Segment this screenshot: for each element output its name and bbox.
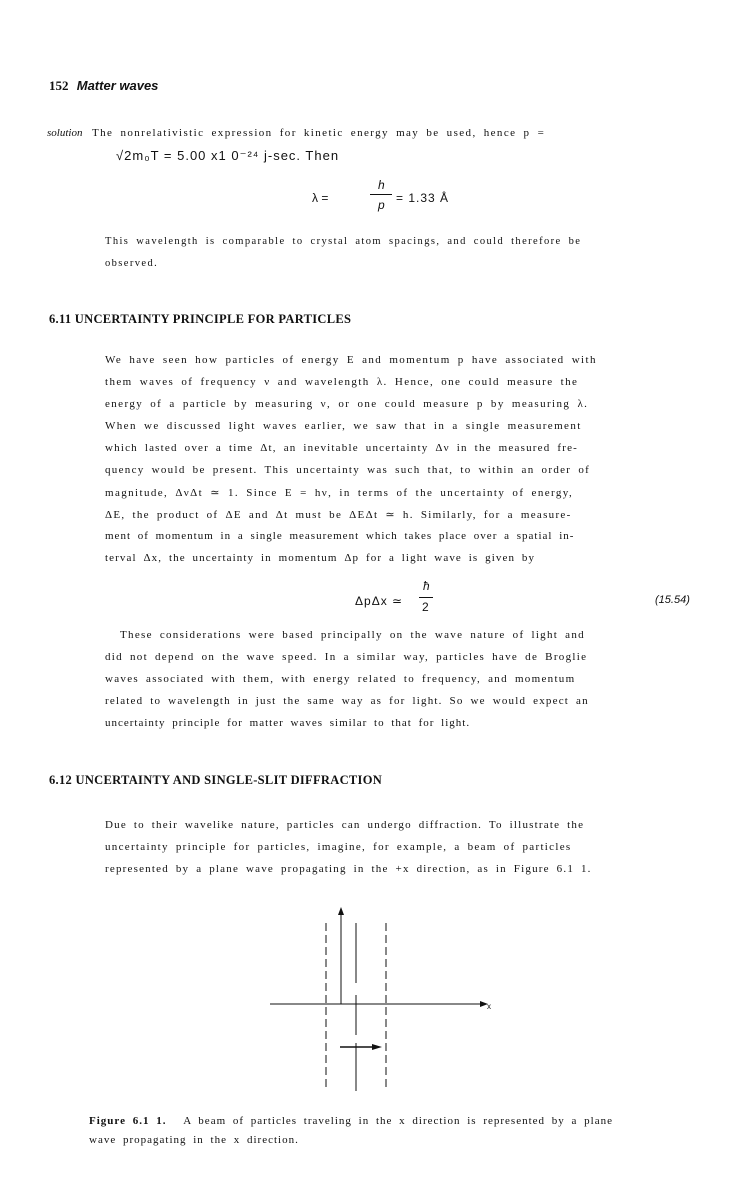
arrow-head xyxy=(372,1044,382,1050)
text-line: We have seen how particles of energy E and momentum p have associated with xyxy=(105,354,597,366)
running-title: Matter waves xyxy=(76,78,159,93)
text-line: uncertainty principle for matter waves similar to that for light. xyxy=(105,717,471,729)
lambda-equation xyxy=(312,178,512,220)
fraction-bar xyxy=(419,597,433,598)
equation-lhs: ΔpΔx ≃ xyxy=(355,594,404,608)
text-line: magnitude, ΔνΔt ≃ 1. Since E = hν, in terms of the uncertainty of energy, xyxy=(105,487,574,499)
fraction-bar xyxy=(370,194,392,195)
section-heading-6-11: 6.11 UNCERTAINTY PRINCIPLE FOR PARTICLES xyxy=(49,312,352,326)
text-line: ΔE, the product of ΔE and Δt must be ΔEΔt ≃ h. Similarly, for a measure- xyxy=(105,509,572,521)
text-line: These considerations were based principally on the wave nature of light and xyxy=(120,629,585,641)
solution-para-1: This wavelength is comparable to crystal atom spacings, and could therefore be xyxy=(105,236,582,247)
text-line: which lasted over a time Δt, an inevitable uncertainty Δν in the measured fre- xyxy=(105,442,579,454)
text-line: Due to their wavelike nature, particles can undergo diffraction. To illustrate the xyxy=(105,819,585,831)
lambda-rhs: = 1.33 Å xyxy=(396,191,450,205)
uncertainty-equation xyxy=(355,578,475,622)
equation-denominator: 2 xyxy=(422,600,429,614)
section-heading-6-12: 6.12 UNCERTAINTY AND SINGLE-SLIT DIFFRACTION xyxy=(49,773,383,787)
page-number: 152 xyxy=(49,78,69,93)
text-line: energy of a particle by measuring ν, or one could measure p by measuring λ. xyxy=(105,398,589,410)
text-line: related to wavelength in just the same way as for light. So we would expect an xyxy=(105,695,589,707)
solution-line-1: The nonrelativistic expression for kinetic energy may be used, hence p = xyxy=(92,127,546,139)
caption-line-1: A beam of particles traveling in the x direction is represented by a plane xyxy=(183,1115,613,1127)
solution-formula: √2m₀T = 5.00 x1 0⁻²⁴ j-sec. Then xyxy=(116,148,340,163)
text-line: quency would be present. This uncertainty was such that, to within an order of xyxy=(105,464,591,476)
caption-line-2: wave propagating in the x direction. xyxy=(89,1134,299,1146)
text-line: uncertainty principle for particles, imagine, for example, a beam of particles xyxy=(105,841,572,853)
text-line: ment of momentum in a single measurement which takes place over a spatial in- xyxy=(105,530,575,542)
solution-para-2: observed. xyxy=(105,258,159,269)
text-line: terval Δx, the uncertainty in momentum Δp for a light wave is given by xyxy=(105,552,536,564)
running-header xyxy=(49,78,158,94)
lambda-lhs: λ = xyxy=(312,191,329,205)
text-line: represented by a plane wave propagating in the +x direction, as in Figure 6.1 1. xyxy=(105,863,592,875)
lambda-denominator: p xyxy=(378,198,385,212)
x-axis-label: x xyxy=(487,1002,491,1011)
text-line: them waves of frequency ν and wavelength λ. Hence, one could measure the xyxy=(105,376,579,388)
y-axis-arrow xyxy=(338,907,344,915)
text-line: When we discussed light waves earlier, we saw that in a single measurement xyxy=(105,420,582,432)
figure-caption xyxy=(89,1112,709,1150)
text-line: did not depend on the wave speed. In a similar way, particles have de Broglie xyxy=(105,651,588,663)
figure-label: Figure 6.1 1. xyxy=(89,1115,167,1127)
solution-label: solution xyxy=(47,127,83,139)
equation-numerator: ħ xyxy=(423,579,430,593)
equation-number: (15.54) xyxy=(655,594,690,606)
figure-6-11-diagram xyxy=(260,905,500,1095)
lambda-numerator: h xyxy=(378,178,385,192)
text-line: waves associated with them, with energy related to frequency, and momentum xyxy=(105,673,576,685)
